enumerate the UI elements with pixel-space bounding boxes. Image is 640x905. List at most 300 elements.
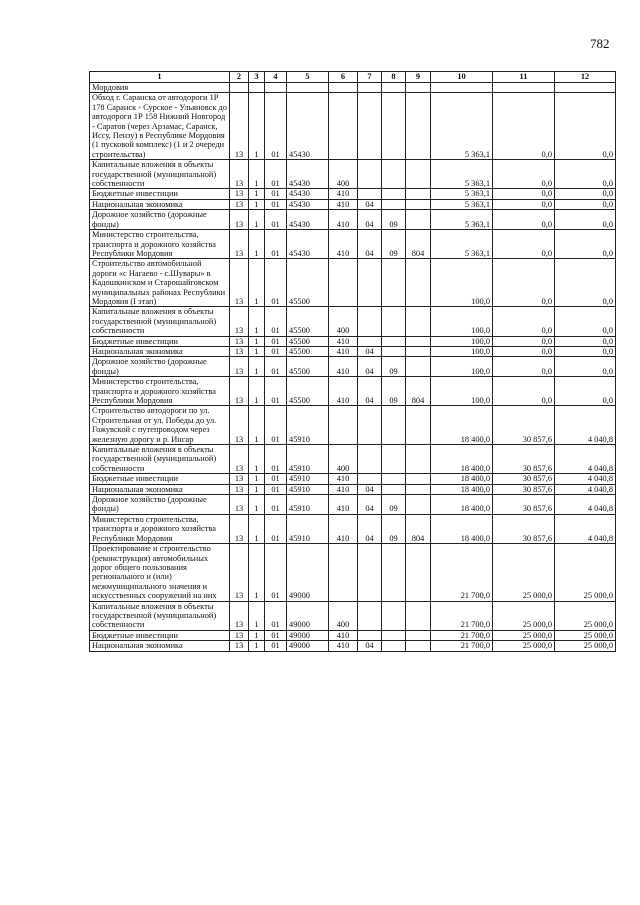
subprogram-code-cell: 01 xyxy=(265,641,287,651)
section-code-cell: 13 xyxy=(230,199,249,209)
subprogram-code-cell: 01 xyxy=(265,259,287,307)
ministry-code-cell xyxy=(406,336,431,346)
expense-type-cell: 400 xyxy=(329,307,358,336)
amount-year2-cell: 0,0 xyxy=(493,357,555,377)
amount-year3-cell: 0,0 xyxy=(555,210,616,230)
section-code-cell: 13 xyxy=(230,514,249,543)
subprogram-code-cell: 01 xyxy=(265,484,287,494)
section-cell xyxy=(358,544,382,601)
target-code-cell: 45430 xyxy=(287,199,329,209)
program-code-cell: 1 xyxy=(249,377,265,406)
target-code-cell: 45910 xyxy=(287,495,329,515)
section-cell: 04 xyxy=(358,346,382,356)
amount-year1-cell: 100,0 xyxy=(431,357,493,377)
section-code-cell: 13 xyxy=(230,484,249,494)
amount-year3-cell: 4 040,8 xyxy=(555,474,616,484)
expense-type-cell xyxy=(329,93,358,160)
section-cell xyxy=(358,83,382,93)
target-code-cell: 45500 xyxy=(287,259,329,307)
amount-year3-cell: 25 000,0 xyxy=(555,544,616,601)
row-name-cell: Национальная экономика xyxy=(90,641,230,651)
program-code-cell: 1 xyxy=(249,630,265,640)
amount-year1-cell: 100,0 xyxy=(431,307,493,336)
amount-year3-cell: 25 000,0 xyxy=(555,630,616,640)
amount-year2-cell: 30 857,6 xyxy=(493,484,555,494)
subprogram-code-cell: 01 xyxy=(265,336,287,346)
target-code-cell: 45500 xyxy=(287,357,329,377)
table-row xyxy=(90,93,616,160)
amount-year1-cell: 5 363,1 xyxy=(431,230,493,259)
expense-type-cell xyxy=(329,83,358,93)
section-code-cell: 13 xyxy=(230,406,249,445)
subprogram-code-cell: 01 xyxy=(265,377,287,406)
table-row xyxy=(90,259,616,307)
budget-table xyxy=(89,71,616,652)
column-header: 12 xyxy=(555,72,616,83)
amount-year3-cell: 4 040,8 xyxy=(555,484,616,494)
amount-year1-cell: 21 700,0 xyxy=(431,641,493,651)
target-code-cell: 45910 xyxy=(287,406,329,445)
subprogram-code-cell: 01 xyxy=(265,189,287,199)
expense-type-cell xyxy=(329,544,358,601)
expense-type-cell: 410 xyxy=(329,336,358,346)
amount-year3-cell: 4 040,8 xyxy=(555,406,616,445)
amount-year3-cell: 0,0 xyxy=(555,259,616,307)
table-row xyxy=(90,484,616,494)
expense-type-cell: 410 xyxy=(329,484,358,494)
subprogram-code-cell: 01 xyxy=(265,160,287,189)
ministry-code-cell xyxy=(406,259,431,307)
subsection-cell xyxy=(382,199,406,209)
program-code-cell: 1 xyxy=(249,93,265,160)
table-row xyxy=(90,630,616,640)
table-row xyxy=(90,641,616,651)
subprogram-code-cell: 01 xyxy=(265,93,287,160)
section-cell xyxy=(358,336,382,346)
ministry-code-cell: 804 xyxy=(406,514,431,543)
amount-year3-cell: 0,0 xyxy=(555,230,616,259)
table-row xyxy=(90,357,616,377)
target-code-cell: 45500 xyxy=(287,377,329,406)
row-name-cell: Национальная экономика xyxy=(90,199,230,209)
row-name-cell: Дорожное хозяйство (дорожные фонды) xyxy=(90,357,230,377)
amount-year2-cell: 30 857,6 xyxy=(493,495,555,515)
amount-year1-cell: 5 363,1 xyxy=(431,93,493,160)
amount-year3-cell: 4 040,8 xyxy=(555,514,616,543)
amount-year2-cell: 0,0 xyxy=(493,259,555,307)
row-name-cell: Проектирование и строительство (реконструкция) автомобильных дорог общего пользования регионального и (или) межмуниципального значения и искусственных сооружений на них xyxy=(90,544,230,601)
section-code-cell: 13 xyxy=(230,474,249,484)
table-row xyxy=(90,495,616,515)
amount-year1-cell: 18 400,0 xyxy=(431,495,493,515)
section-code-cell: 13 xyxy=(230,357,249,377)
amount-year2-cell: 30 857,6 xyxy=(493,514,555,543)
target-code-cell: 45430 xyxy=(287,93,329,160)
subsection-cell xyxy=(382,641,406,651)
subsection-cell: 09 xyxy=(382,210,406,230)
row-name-cell: Бюджетные инвестиции xyxy=(90,474,230,484)
row-name-cell: Национальная экономика xyxy=(90,346,230,356)
section-code-cell: 13 xyxy=(230,230,249,259)
expense-type-cell xyxy=(329,259,358,307)
subsection-cell xyxy=(382,160,406,189)
program-code-cell: 1 xyxy=(249,210,265,230)
amount-year3-cell: 0,0 xyxy=(555,346,616,356)
section-cell xyxy=(358,307,382,336)
amount-year3-cell: 0,0 xyxy=(555,93,616,160)
amount-year1-cell: 18 400,0 xyxy=(431,445,493,474)
amount-year1-cell: 21 700,0 xyxy=(431,544,493,601)
subsection-cell: 09 xyxy=(382,377,406,406)
table-row xyxy=(90,544,616,601)
table-row xyxy=(90,601,616,630)
expense-type-cell: 410 xyxy=(329,199,358,209)
amount-year1-cell: 21 700,0 xyxy=(431,630,493,640)
amount-year2-cell: 0,0 xyxy=(493,93,555,160)
section-cell xyxy=(358,160,382,189)
amount-year2-cell: 30 857,6 xyxy=(493,474,555,484)
section-code-cell xyxy=(230,83,249,93)
section-code-cell: 13 xyxy=(230,189,249,199)
amount-year1-cell: 5 363,1 xyxy=(431,189,493,199)
program-code-cell: 1 xyxy=(249,474,265,484)
amount-year1-cell: 5 363,1 xyxy=(431,210,493,230)
expense-type-cell: 400 xyxy=(329,601,358,630)
section-cell xyxy=(358,601,382,630)
program-code-cell: 1 xyxy=(249,230,265,259)
section-code-cell: 13 xyxy=(230,307,249,336)
amount-year2-cell: 25 000,0 xyxy=(493,601,555,630)
section-code-cell: 13 xyxy=(230,377,249,406)
subsection-cell xyxy=(382,445,406,474)
amount-year2-cell: 30 857,6 xyxy=(493,445,555,474)
expense-type-cell: 400 xyxy=(329,445,358,474)
page-number: 782 xyxy=(590,36,610,51)
table-row xyxy=(90,336,616,346)
program-code-cell: 1 xyxy=(249,514,265,543)
ministry-code-cell xyxy=(406,641,431,651)
ministry-code-cell xyxy=(406,601,431,630)
section-cell: 04 xyxy=(358,377,382,406)
subsection-cell xyxy=(382,93,406,160)
target-code-cell xyxy=(287,83,329,93)
program-code-cell: 1 xyxy=(249,199,265,209)
table-row xyxy=(90,406,616,445)
subsection-cell xyxy=(382,307,406,336)
section-code-cell: 13 xyxy=(230,641,249,651)
expense-type-cell: 410 xyxy=(329,514,358,543)
program-code-cell: 1 xyxy=(249,346,265,356)
subsection-cell xyxy=(382,259,406,307)
amount-year1-cell: 100,0 xyxy=(431,346,493,356)
amount-year1-cell: 100,0 xyxy=(431,336,493,346)
column-header: 2 xyxy=(230,72,249,83)
amount-year1-cell: 5 363,1 xyxy=(431,160,493,189)
section-code-cell: 13 xyxy=(230,601,249,630)
subprogram-code-cell: 01 xyxy=(265,514,287,543)
ministry-code-cell xyxy=(406,307,431,336)
section-cell: 04 xyxy=(358,484,382,494)
table-row xyxy=(90,346,616,356)
section-code-cell: 13 xyxy=(230,259,249,307)
ministry-code-cell xyxy=(406,474,431,484)
section-code-cell: 13 xyxy=(230,495,249,515)
row-name-cell: Национальная экономика xyxy=(90,484,230,494)
subsection-cell xyxy=(382,406,406,445)
target-code-cell: 45500 xyxy=(287,336,329,346)
section-cell xyxy=(358,474,382,484)
program-code-cell: 1 xyxy=(249,406,265,445)
ministry-code-cell xyxy=(406,544,431,601)
subprogram-code-cell: 01 xyxy=(265,199,287,209)
row-name-cell: Дорожное хозяйство (дорожные фонды) xyxy=(90,210,230,230)
ministry-code-cell xyxy=(406,346,431,356)
row-name-cell: Капитальные вложения в объекты государственной (муниципальной) собственности xyxy=(90,601,230,630)
ministry-code-cell: 804 xyxy=(406,377,431,406)
ministry-code-cell xyxy=(406,357,431,377)
target-code-cell: 45500 xyxy=(287,346,329,356)
target-code-cell: 49000 xyxy=(287,630,329,640)
program-code-cell: 1 xyxy=(249,544,265,601)
target-code-cell: 45500 xyxy=(287,307,329,336)
expense-type-cell: 410 xyxy=(329,377,358,406)
table-row xyxy=(90,514,616,543)
amount-year3-cell: 0,0 xyxy=(555,199,616,209)
column-header: 7 xyxy=(358,72,382,83)
target-code-cell: 45910 xyxy=(287,514,329,543)
section-cell xyxy=(358,189,382,199)
subprogram-code-cell: 01 xyxy=(265,445,287,474)
row-name-cell: Обход г. Саранска от автодороги 1Р 178 Саранск - Сурское - Ульяновск до автодороги 1Р 158 Нижний Новгород - Саратов (через Арзамас, Саранск, Иссу, Пензу) в Республике Мордовия (1 пусковой комплекс) (1 и 2 очереди строительства) xyxy=(90,93,230,160)
table-body xyxy=(90,83,616,652)
amount-year1-cell: 18 400,0 xyxy=(431,514,493,543)
expense-type-cell: 400 xyxy=(329,160,358,189)
header-row xyxy=(90,72,616,83)
ministry-code-cell xyxy=(406,83,431,93)
expense-type-cell: 410 xyxy=(329,210,358,230)
row-name-cell: Строительство автомобильной дороги «с Нагаево - с.Шувары» в Кадошкинском и Старошайговском муниципальных районах Республики Мордовия (I этап) xyxy=(90,259,230,307)
subprogram-code-cell: 01 xyxy=(265,474,287,484)
program-code-cell: 1 xyxy=(249,307,265,336)
section-cell: 04 xyxy=(358,199,382,209)
program-code-cell: 1 xyxy=(249,445,265,474)
row-name-cell: Строительство автодороги по ул. Строительная от ул. Победы до ул. Гожувской с путепроводом через железную дорогу и р. Инсар xyxy=(90,406,230,445)
subprogram-code-cell: 01 xyxy=(265,630,287,640)
amount-year1-cell: 21 700,0 xyxy=(431,601,493,630)
amount-year3-cell: 0,0 xyxy=(555,160,616,189)
row-name-cell: Мордовия xyxy=(90,83,230,93)
target-code-cell: 45430 xyxy=(287,160,329,189)
amount-year1-cell: 5 363,1 xyxy=(431,199,493,209)
row-name-cell: Бюджетные инвестиции xyxy=(90,336,230,346)
target-code-cell: 49000 xyxy=(287,641,329,651)
column-header: 8 xyxy=(382,72,406,83)
table-row xyxy=(90,230,616,259)
program-code-cell: 1 xyxy=(249,189,265,199)
amount-year1-cell: 100,0 xyxy=(431,377,493,406)
expense-type-cell: 410 xyxy=(329,230,358,259)
amount-year1-cell xyxy=(431,83,493,93)
subsection-cell: 09 xyxy=(382,357,406,377)
ministry-code-cell xyxy=(406,406,431,445)
subsection-cell xyxy=(382,544,406,601)
column-header: 11 xyxy=(493,72,555,83)
amount-year3-cell: 4 040,8 xyxy=(555,495,616,515)
program-code-cell: 1 xyxy=(249,641,265,651)
table-row xyxy=(90,189,616,199)
target-code-cell: 45910 xyxy=(287,445,329,474)
target-code-cell: 45910 xyxy=(287,484,329,494)
program-code-cell: 1 xyxy=(249,336,265,346)
subprogram-code-cell: 01 xyxy=(265,406,287,445)
section-cell: 04 xyxy=(358,495,382,515)
section-cell xyxy=(358,630,382,640)
expense-type-cell: 410 xyxy=(329,495,358,515)
table-row xyxy=(90,210,616,230)
expense-type-cell xyxy=(329,406,358,445)
ministry-code-cell: 804 xyxy=(406,230,431,259)
amount-year1-cell: 100,0 xyxy=(431,259,493,307)
program-code-cell: 1 xyxy=(249,357,265,377)
amount-year2-cell: 0,0 xyxy=(493,307,555,336)
amount-year2-cell: 25 000,0 xyxy=(493,641,555,651)
table-row xyxy=(90,307,616,336)
program-code-cell: 1 xyxy=(249,495,265,515)
column-header: 4 xyxy=(265,72,287,83)
amount-year3-cell: 0,0 xyxy=(555,307,616,336)
program-code-cell: 1 xyxy=(249,484,265,494)
subsection-cell: 09 xyxy=(382,495,406,515)
column-header: 10 xyxy=(431,72,493,83)
ministry-code-cell xyxy=(406,484,431,494)
ministry-code-cell xyxy=(406,160,431,189)
section-code-cell: 13 xyxy=(230,160,249,189)
expense-type-cell: 410 xyxy=(329,641,358,651)
amount-year2-cell: 0,0 xyxy=(493,160,555,189)
row-name-cell: Министерство строительства, транспорта и дорожного хозяйства Республики Мордовия xyxy=(90,230,230,259)
amount-year2-cell: 0,0 xyxy=(493,199,555,209)
amount-year2-cell xyxy=(493,83,555,93)
section-code-cell: 13 xyxy=(230,93,249,160)
amount-year3-cell: 25 000,0 xyxy=(555,601,616,630)
amount-year2-cell: 0,0 xyxy=(493,189,555,199)
subsection-cell xyxy=(382,474,406,484)
column-header: 5 xyxy=(287,72,329,83)
budget-table-container xyxy=(89,71,616,652)
subsection-cell: 09 xyxy=(382,230,406,259)
subprogram-code-cell: 01 xyxy=(265,544,287,601)
section-cell: 04 xyxy=(358,514,382,543)
ministry-code-cell xyxy=(406,445,431,474)
expense-type-cell: 410 xyxy=(329,189,358,199)
subsection-cell xyxy=(382,630,406,640)
amount-year1-cell: 18 400,0 xyxy=(431,474,493,484)
amount-year1-cell: 18 400,0 xyxy=(431,484,493,494)
row-name-cell: Дорожное хозяйство (дорожные фонды) xyxy=(90,495,230,515)
amount-year3-cell: 25 000,0 xyxy=(555,641,616,651)
section-cell xyxy=(358,406,382,445)
subprogram-code-cell: 01 xyxy=(265,230,287,259)
program-code-cell xyxy=(249,83,265,93)
ministry-code-cell xyxy=(406,189,431,199)
amount-year3-cell: 0,0 xyxy=(555,357,616,377)
table-row xyxy=(90,474,616,484)
row-name-cell: Министерство строительства, транспорта и дорожного хозяйства Республики Мордовия xyxy=(90,514,230,543)
amount-year3-cell xyxy=(555,83,616,93)
column-header: 1 xyxy=(90,72,230,83)
ministry-code-cell xyxy=(406,199,431,209)
subsection-cell xyxy=(382,346,406,356)
row-name-cell: Бюджетные инвестиции xyxy=(90,189,230,199)
section-cell xyxy=(358,259,382,307)
subprogram-code-cell: 01 xyxy=(265,307,287,336)
amount-year2-cell: 0,0 xyxy=(493,377,555,406)
table-row xyxy=(90,160,616,189)
subprogram-code-cell: 01 xyxy=(265,357,287,377)
program-code-cell: 1 xyxy=(249,160,265,189)
row-name-cell: Капитальные вложения в объекты государственной (муниципальной) собственности xyxy=(90,445,230,474)
amount-year2-cell: 0,0 xyxy=(493,336,555,346)
subprogram-code-cell: 01 xyxy=(265,601,287,630)
subprogram-code-cell xyxy=(265,83,287,93)
section-code-cell: 13 xyxy=(230,210,249,230)
amount-year3-cell: 4 040,8 xyxy=(555,445,616,474)
table-row xyxy=(90,199,616,209)
target-code-cell: 45430 xyxy=(287,230,329,259)
section-cell: 04 xyxy=(358,641,382,651)
subsection-cell xyxy=(382,83,406,93)
section-code-cell: 13 xyxy=(230,346,249,356)
section-code-cell: 13 xyxy=(230,336,249,346)
subsection-cell xyxy=(382,484,406,494)
row-name-cell: Бюджетные инвестиции xyxy=(90,630,230,640)
column-header: 3 xyxy=(249,72,265,83)
expense-type-cell: 410 xyxy=(329,630,358,640)
ministry-code-cell xyxy=(406,93,431,160)
expense-type-cell: 410 xyxy=(329,474,358,484)
amount-year2-cell: 0,0 xyxy=(493,210,555,230)
subprogram-code-cell: 01 xyxy=(265,210,287,230)
section-cell: 04 xyxy=(358,210,382,230)
target-code-cell: 49000 xyxy=(287,601,329,630)
amount-year1-cell: 18 400,0 xyxy=(431,406,493,445)
section-code-cell: 13 xyxy=(230,544,249,601)
subprogram-code-cell: 01 xyxy=(265,495,287,515)
amount-year3-cell: 0,0 xyxy=(555,377,616,406)
amount-year2-cell: 25 000,0 xyxy=(493,630,555,640)
section-code-cell: 13 xyxy=(230,630,249,640)
ministry-code-cell xyxy=(406,495,431,515)
subsection-cell xyxy=(382,189,406,199)
program-code-cell: 1 xyxy=(249,259,265,307)
target-code-cell: 49000 xyxy=(287,544,329,601)
target-code-cell: 45430 xyxy=(287,210,329,230)
amount-year2-cell: 30 857,6 xyxy=(493,406,555,445)
ministry-code-cell xyxy=(406,630,431,640)
subsection-cell xyxy=(382,601,406,630)
target-code-cell: 45430 xyxy=(287,189,329,199)
amount-year2-cell: 0,0 xyxy=(493,230,555,259)
row-name-cell: Капитальные вложения в объекты государственной (муниципальной) собственности xyxy=(90,307,230,336)
column-header: 9 xyxy=(406,72,431,83)
amount-year3-cell: 0,0 xyxy=(555,336,616,346)
amount-year3-cell: 0,0 xyxy=(555,189,616,199)
section-code-cell: 13 xyxy=(230,445,249,474)
subsection-cell xyxy=(382,336,406,346)
table-row xyxy=(90,83,616,93)
program-code-cell: 1 xyxy=(249,601,265,630)
column-header: 6 xyxy=(329,72,358,83)
